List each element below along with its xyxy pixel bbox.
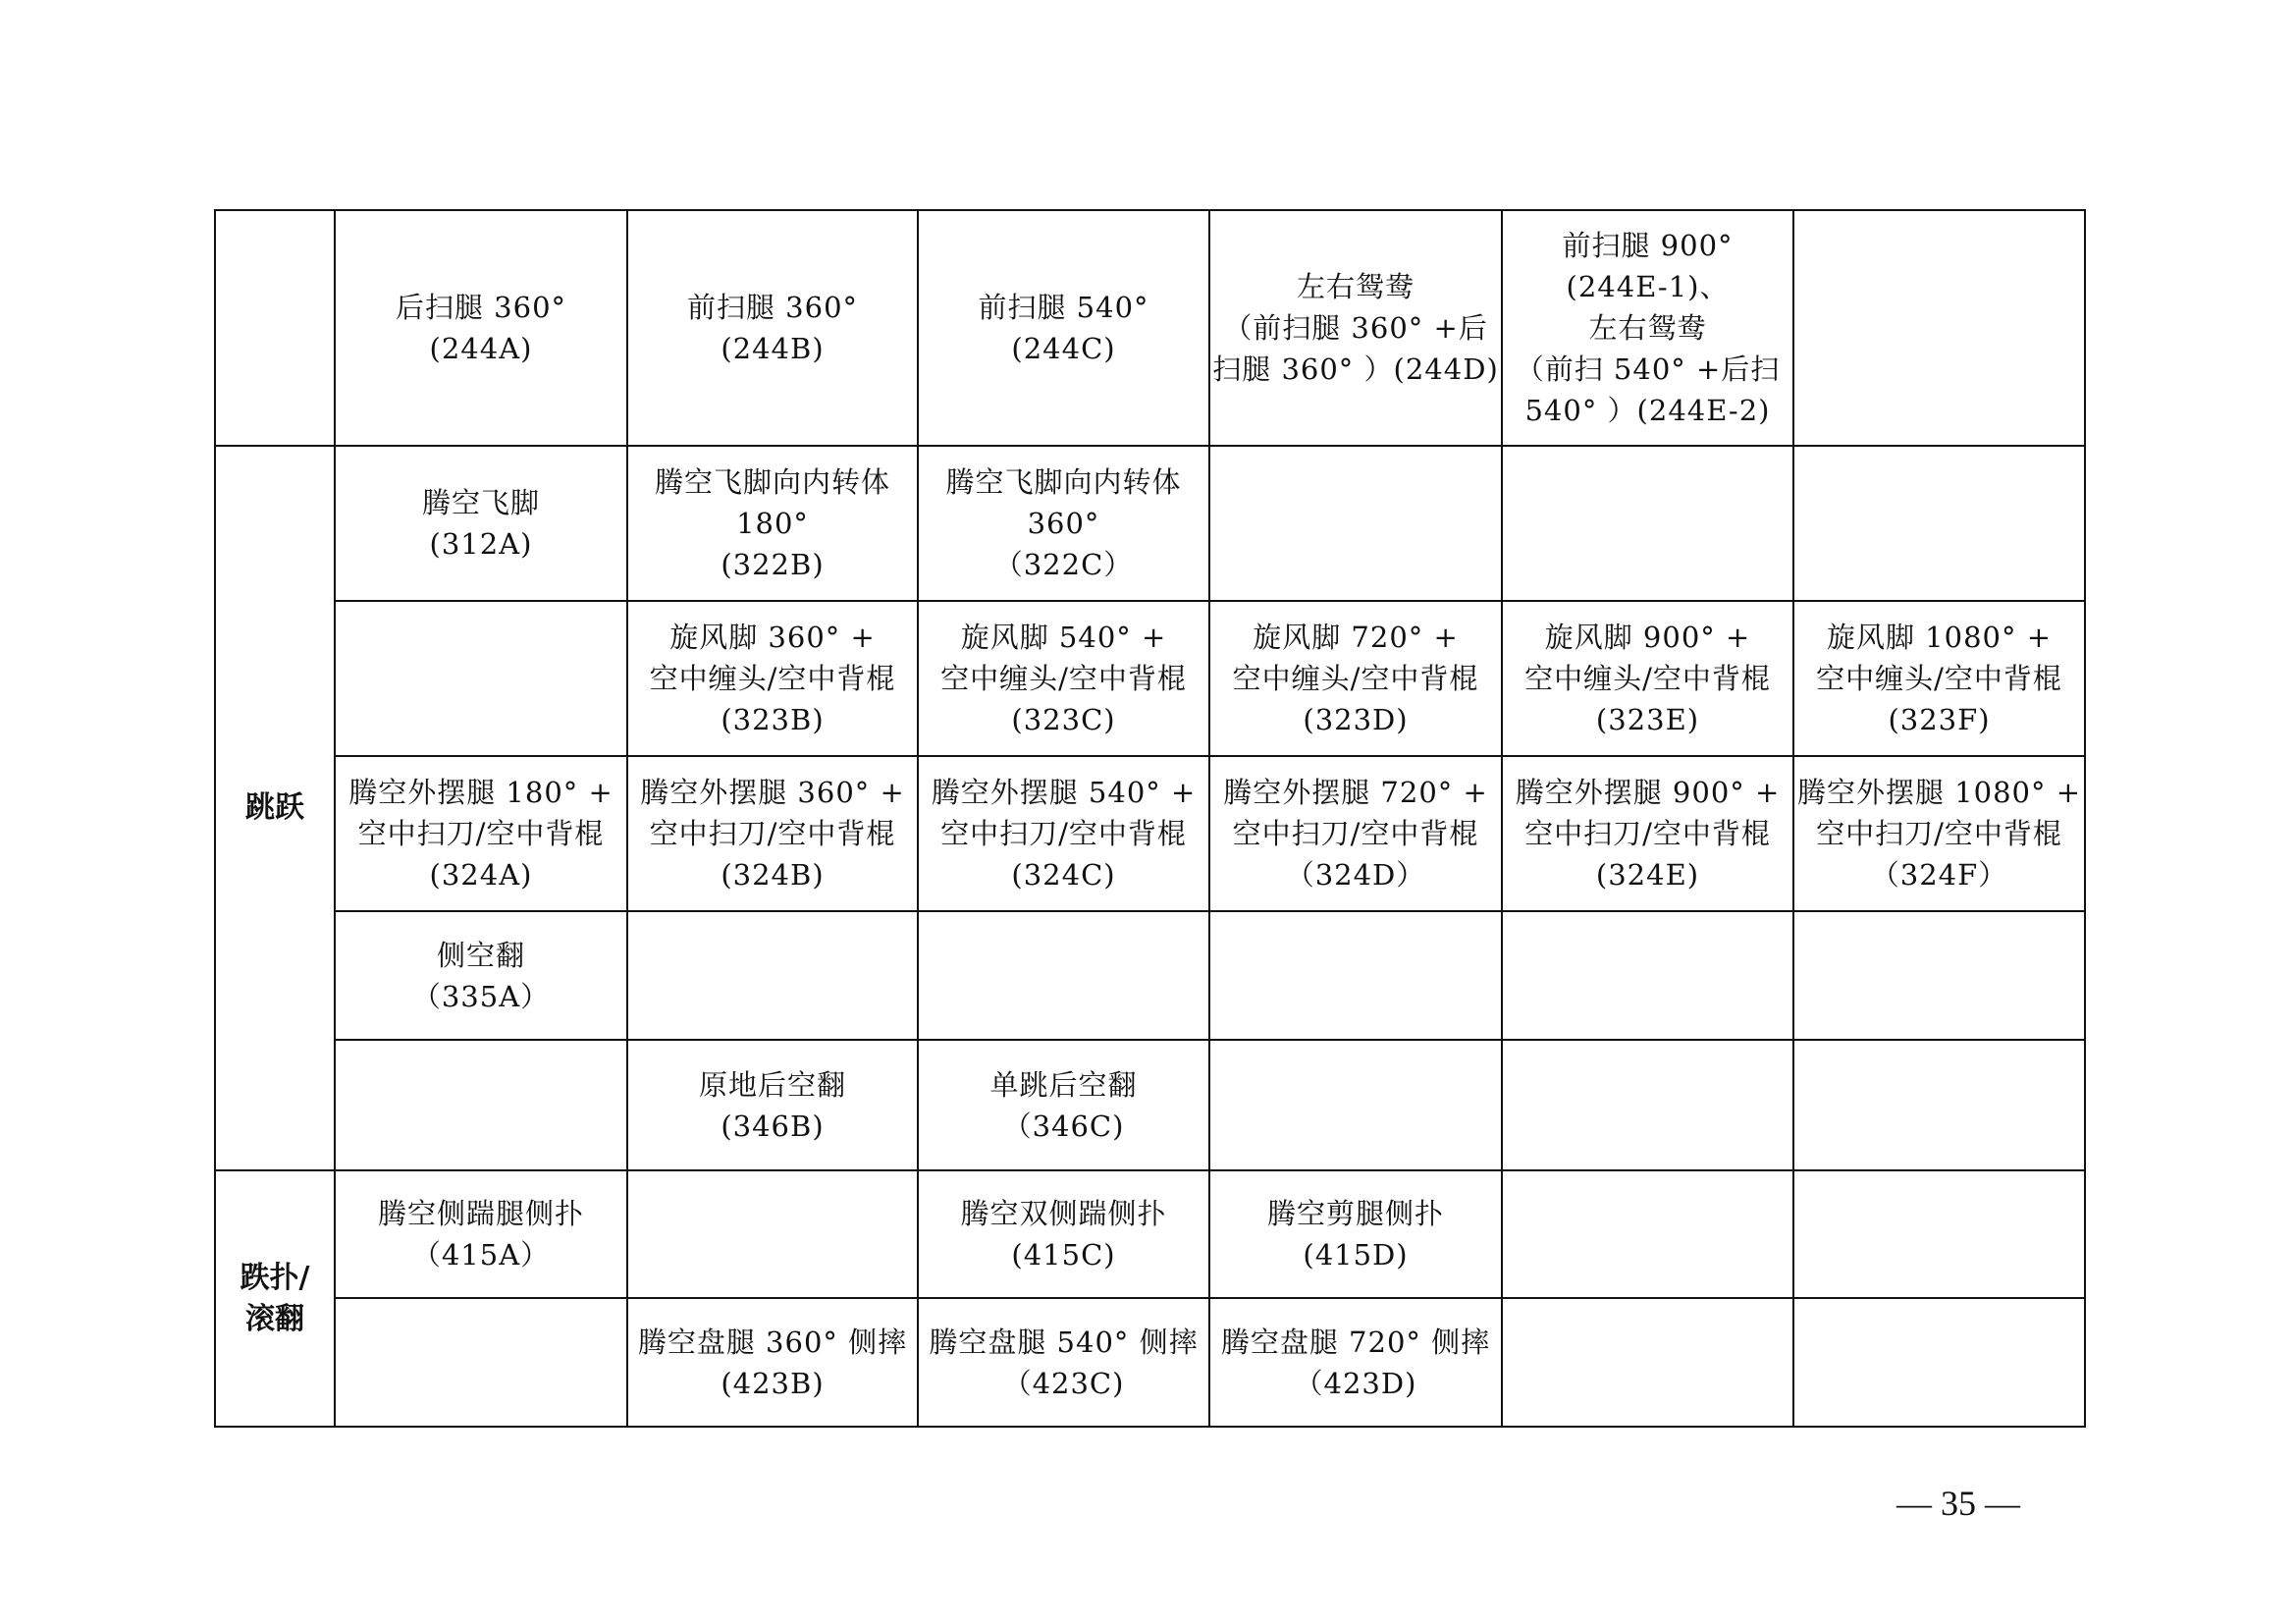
table-cell: 前扫腿 900° (244E-1)、 左右鸳鸯 （前扫 540° +后扫 540° ）(244E-2) [1502,210,1793,446]
table-cell [1502,911,1793,1040]
table-cell: 腾空盘腿 720° 侧摔 （423D) [1209,1298,1502,1427]
table-cell: 旋风脚 720° + 空中缠头/空中背棍 (323D) [1209,601,1502,756]
technique-table [214,209,2086,1428]
table-cell: 腾空飞脚 (312A) [335,446,627,601]
table-cell: 后扫腿 360° (244A) [335,210,627,446]
table-row [215,1170,2085,1298]
table-cell [1793,1298,2085,1427]
table-cell: 腾空盘腿 540° 侧摔 （423C) [918,1298,1209,1427]
table-cell [627,1170,918,1298]
table-cell [1793,210,2085,446]
table-cell [1502,1170,1793,1298]
page-number: — 35 — [1896,1484,2020,1523]
table-cell: 前扫腿 360° (244B) [627,210,918,446]
table-cell [335,1040,627,1170]
table-cell: 原地后空翻 (346B) [627,1040,918,1170]
table-cell: 腾空外摆腿 900° + 空中扫刀/空中背棍 (324E) [1502,756,1793,911]
table-cell [1502,1298,1793,1427]
table-cell [1209,911,1502,1040]
table-cell [335,1298,627,1427]
table-cell [1209,1040,1502,1170]
table-cell [1502,446,1793,601]
table-cell: 旋风脚 540° + 空中缠头/空中背棍 (323C) [918,601,1209,756]
table-cell: 腾空外摆腿 1080° + 空中扫刀/空中背棍 （324F） [1793,756,2085,911]
table-cell [1793,1170,2085,1298]
table-cell [1502,1040,1793,1170]
table-cell: 左右鸳鸯 （前扫腿 360° +后 扫腿 360° ）(244D) [1209,210,1502,446]
table-cell [1793,911,2085,1040]
table-row [215,446,2085,601]
table-cell: 前扫腿 540° (244C) [918,210,1209,446]
table-cell: 腾空侧踹腿侧扑 （415A） [335,1170,627,1298]
table-cell: 腾空外摆腿 360° + 空中扫刀/空中背棍 (324B) [627,756,918,911]
table-cell [1793,1040,2085,1170]
table-cell: 侧空翻 （335A） [335,911,627,1040]
table-cell: 腾空剪腿侧扑 (415D) [1209,1170,1502,1298]
table-row [215,1298,2085,1427]
category-cell-jump: 跳跃 [215,446,335,1170]
table-cell: 腾空飞脚向内转体 360° （322C） [918,446,1209,601]
table-cell [627,911,918,1040]
table-cell: 旋风脚 1080° + 空中缠头/空中背棍 (323F) [1793,601,2085,756]
table-cell: 单跳后空翻 （346C) [918,1040,1209,1170]
table-cell [335,601,627,756]
table-cell: 腾空外摆腿 540° + 空中扫刀/空中背棍 (324C) [918,756,1209,911]
table-cell [918,911,1209,1040]
table-cell: 腾空双侧踹侧扑 (415C) [918,1170,1209,1298]
table-row [215,756,2085,911]
table-row [215,601,2085,756]
table-row [215,210,2085,446]
table-cell: 旋风脚 360° + 空中缠头/空中背棍 (323B) [627,601,918,756]
table-cell [1209,446,1502,601]
table-cell [215,210,335,446]
table-cell: 腾空外摆腿 720° + 空中扫刀/空中背棍 （324D） [1209,756,1502,911]
table-row [215,1040,2085,1170]
table-cell [1793,446,2085,601]
table-cell: 腾空盘腿 360° 侧摔 (423B) [627,1298,918,1427]
category-cell-fall-roll: 跌扑/ 滚翻 [215,1170,335,1427]
table-row [215,911,2085,1040]
table-cell: 腾空外摆腿 180° + 空中扫刀/空中背棍 (324A) [335,756,627,911]
table-cell: 腾空飞脚向内转体 180° (322B) [627,446,918,601]
table-cell: 旋风脚 900° + 空中缠头/空中背棍 (323E) [1502,601,1793,756]
